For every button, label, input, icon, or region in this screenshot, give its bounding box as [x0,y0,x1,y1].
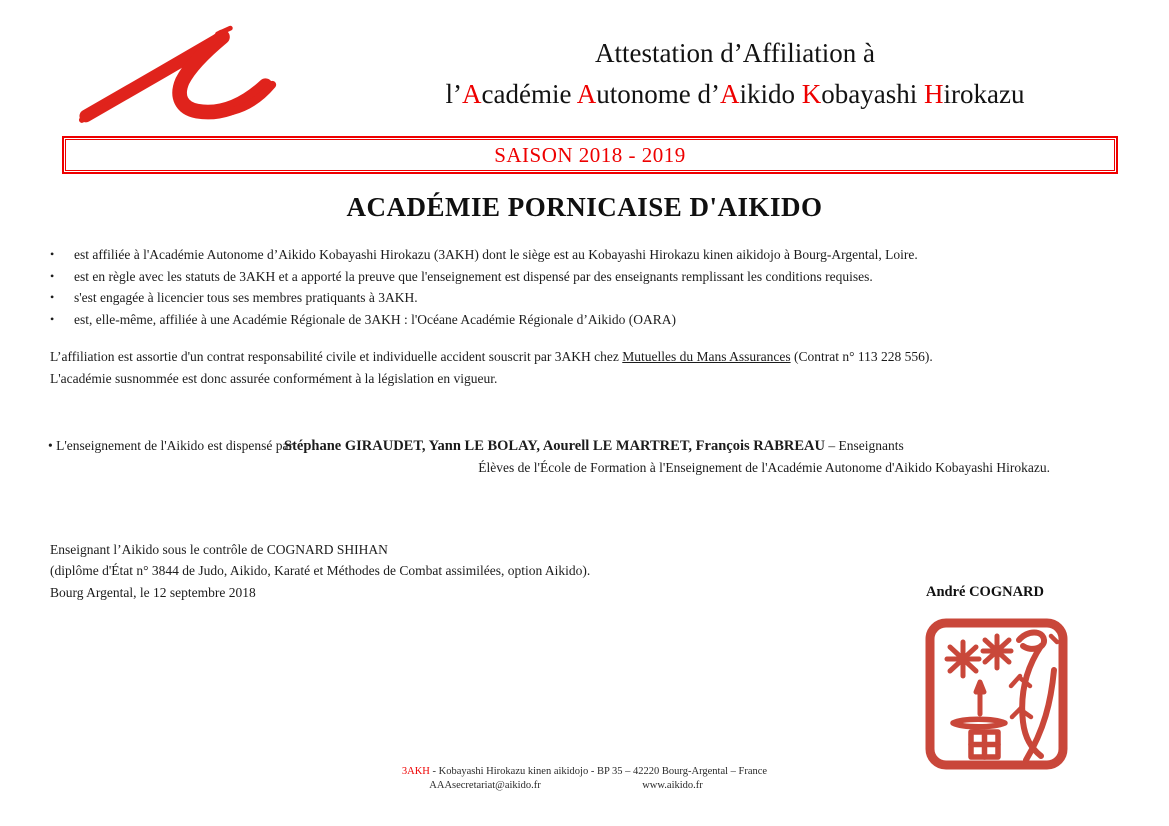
signatory-name: André COGNARD [925,584,1044,600]
supervision-paragraph [50,540,950,581]
title-segment: H [923,79,944,109]
title-segment: utonome d’ [596,79,720,109]
insurance-text: L’affiliation est assortie d'un contrat responsabilité civile et individuelle accident souscrit par 3AKH chez [50,349,623,364]
title-segment: A [576,79,597,109]
bullet-text: est affiliée à l'Académie Autonome d’Aikido Kobayashi Hirokazu (3AKH) dont le siège est au Kobayashi Hirokazu kinen aikidojo à Bourg-Argental, Loire. [74,247,918,262]
footer-org-name: 3AKH [401,766,430,777]
title-segment: cadémie [481,79,577,109]
teachers-school-line: Élèves de l'École de Formation à l'Enseignement de l'Académie Autonome d'Aikido Kobayashi Hirokazu. [478,460,1050,475]
bullet-marker: • [50,290,55,304]
title-line2 [340,74,1130,115]
bullet-marker: • [50,247,55,261]
supervision-line2: (diplôme d'État n° 3844 de Judo, Aikido, Karaté et Méthodes de Combat assimilées, option Aikido). [50,562,591,578]
footer-address-text: - Kobayashi Hirokazu kinen aikidojo - BP 35 – 42220 Bourg-Argental – France [429,766,768,777]
bullet-marker: • [50,311,55,326]
title-segment: ikido [739,79,802,109]
footer-website: www.aikido.fr [642,780,703,791]
bullet-text: est, elle-même, affiliée à une Académie Régionale de 3AKH : l'Océane Académie Régionale d’Aikido (OARA) [74,311,676,327]
teachers-prefix: • L'enseignement de l'Aikido est dispensé par [48,438,294,453]
bullet-marker: • [50,268,55,283]
teachers-suffix: – Enseignants [824,438,904,453]
brush-stroke-logo-icon [78,24,283,127]
club-title: ACADÉMIE PORNICAISE D'AIKIDO [346,192,823,222]
title-line1: Attestation d’Affiliation à [595,38,875,68]
affiliation-bullet-list [50,244,1140,330]
supervision-line1: Enseignant l’Aikido sous le contrôle de COGNARD SHIHAN [50,542,388,557]
list-item [50,309,1140,331]
teachers-line [48,438,1158,455]
bullet-text: est en règle avec les statuts de 3AKH et a apporté la preuve que l'enseignement est dispensé par des enseignants remplissant les conditions requises. [74,268,873,284]
insurance-paragraph [50,346,1135,390]
place-date-line: Bourg Argental, le 12 septembre 2018 [50,585,256,600]
list-item [50,244,1140,266]
list-item [50,266,1140,288]
title-segment: K [801,79,822,109]
contract-number: (Contrat n° 113 228 556). [790,349,933,364]
teachers-names: Stéphane GIRAUDET, Yann LE BOLAY, Aourell LE MARTRET, François RABREAU [284,438,825,454]
list-item [50,287,1140,309]
kanji-seal-stamp-icon [923,616,1070,772]
document-title [340,33,1130,115]
insurance-line2: L'académie susnommée est donc assurée conformément à la législation en vigueur. [50,371,498,386]
footer-email: AAAsecretariat@aikido.fr [429,780,541,791]
season-banner [62,136,1118,174]
title-segment: A [719,79,740,109]
insurance-line1 [50,346,1135,368]
title-segment: l’ [445,79,463,109]
footer-contact-line [0,780,1169,794]
bullet-text: s'est engagée à licencier tous ses membres pratiquants à 3AKH. [74,290,418,305]
title-segment: obayashi [821,79,924,109]
season-banner-label: SAISON 2018 - 2019 [494,142,686,167]
insurer-name: Mutuelles du Mans Assurances [622,349,791,364]
title-segment: irokazu [943,79,1025,109]
title-segment: A [462,79,482,109]
footer-address-line [0,766,1169,777]
